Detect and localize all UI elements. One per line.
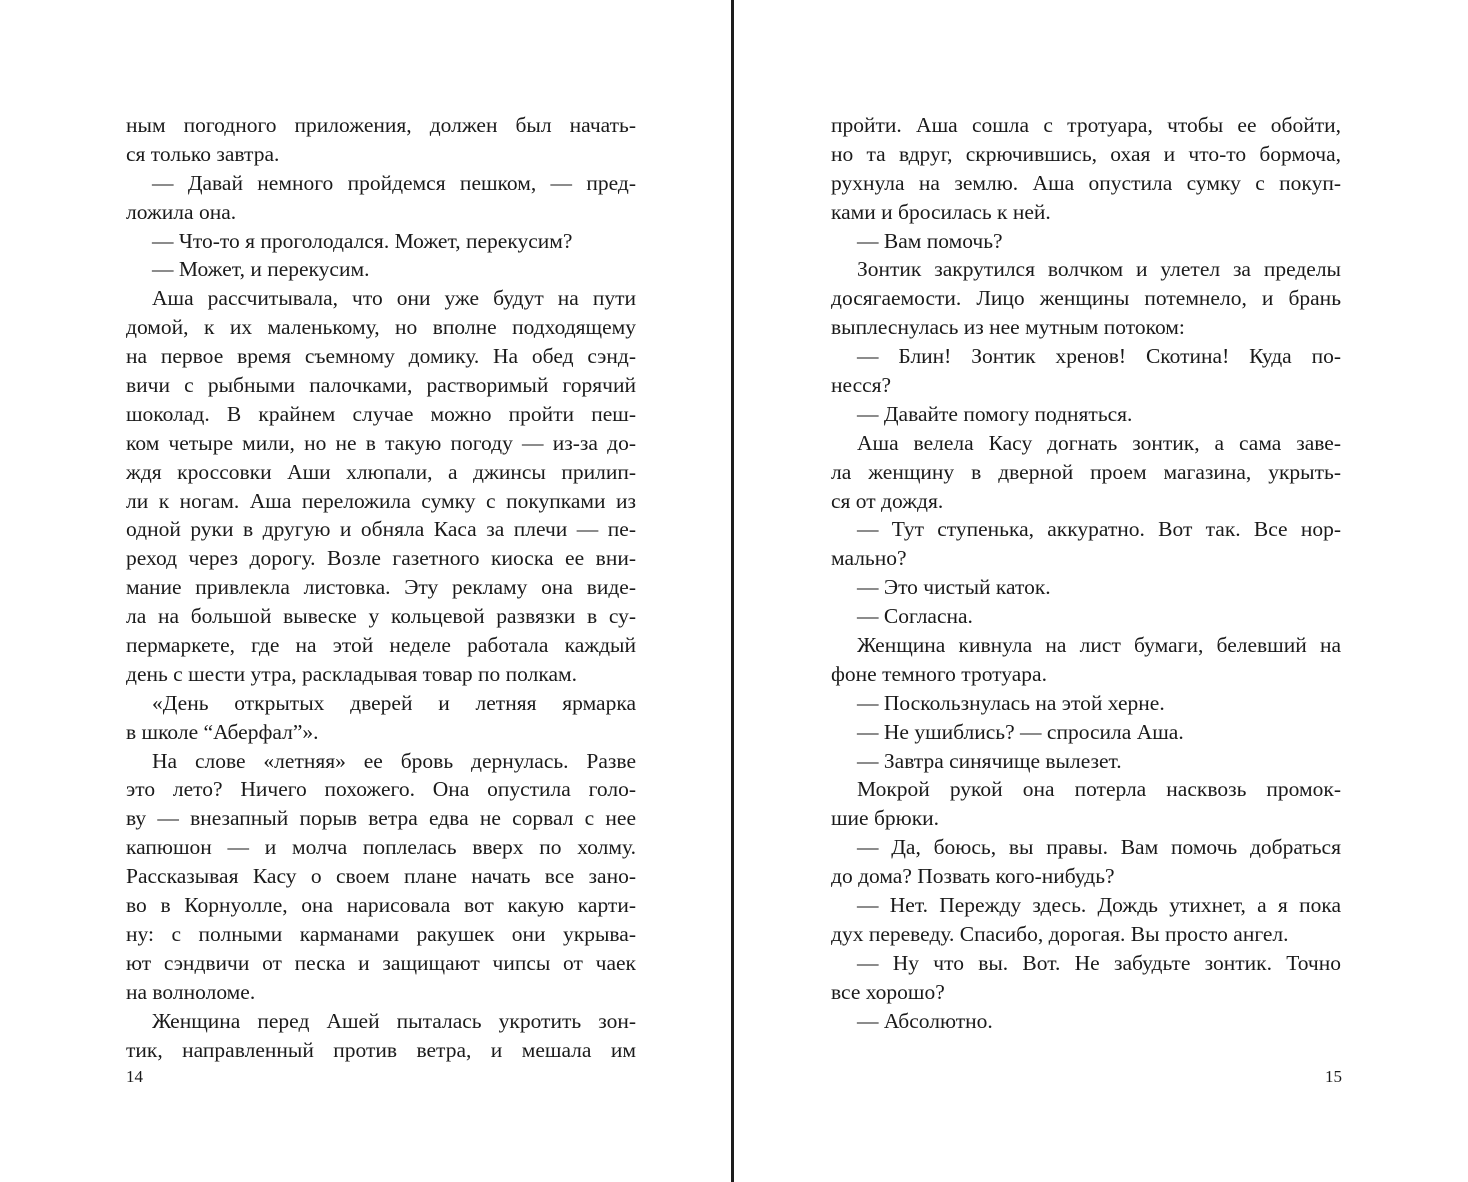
text-line: Рассказывая Касу о своем плане начать все зано- <box>126 864 636 889</box>
text-line: одной руки в другую и обняла Каса за плечи — пе- <box>126 517 636 542</box>
text-line: — Да, боюсь, вы правы. Вам помочь добраться <box>857 835 1341 860</box>
text-line: домой, к их маленькому, но вполне подходящему <box>126 315 636 340</box>
text-line: — Не ушиблись? — спросила Аша. <box>857 719 1184 744</box>
text-line: мально? <box>831 546 907 571</box>
text-line: на волноломе. <box>126 979 256 1004</box>
text-line: досягаемости. Лицо женщины потемнело, и брань <box>831 286 1341 311</box>
text-line: Аша велела Касу догнать зонтик, а сама заве- <box>857 430 1341 455</box>
text-line: пройти. Аша сошла с тротуара, чтобы ее обойти, <box>831 113 1341 137</box>
book-spine <box>731 0 734 1182</box>
text-line: ком четыре мили, но не в такую погоду — из-за до- <box>126 430 636 455</box>
right-page-number: 15 <box>1325 1067 1342 1086</box>
text-line: — Что-то я проголодался. Может, перекусим? <box>152 228 573 253</box>
text-line: реход через дорогу. Возле газетного киоска ее вни- <box>126 546 636 571</box>
text-line: — Давай немного пройдемся пешком, — пред- <box>152 170 636 195</box>
text-line: ла на большой вывеске у кольцевой развязки в су- <box>126 604 636 629</box>
text-line: — Поскользнулась на этой херне. <box>857 690 1165 715</box>
left-page-number: 14 <box>126 1067 143 1086</box>
text-line: но та вдруг, скрючившись, охая и что-то бормоча, <box>831 141 1341 166</box>
text-line: ками и бросилась к ней. <box>831 199 1051 224</box>
text-line: до дома? Позвать кого-нибудь? <box>831 864 1115 889</box>
text-line: фоне темного тротуара. <box>831 661 1047 686</box>
text-line: Женщина перед Ашей пыталась укротить зон- <box>152 1008 636 1033</box>
text-line: ложила она. <box>126 199 237 224</box>
text-line: ву — внезапный порыв ветра едва не сорвал с нее <box>126 806 636 831</box>
text-line: все хорошо? <box>831 979 945 1004</box>
left-page-text <box>126 111 636 1064</box>
text-line: мание привлекла листовка. Эту рекламу она виде- <box>126 575 636 600</box>
text-line: ли к ногам. Аша переложила сумку с покупками из <box>126 488 636 513</box>
text-line: — Вам помочь? <box>857 228 1003 253</box>
text-line: ся от дождя. <box>831 488 944 513</box>
text-line: пермаркете, где на этой неделе работала каждый <box>126 633 636 658</box>
text-line: — Тут ступенька, аккуратно. Вот так. Все нор- <box>857 517 1341 542</box>
text-line: рухнула на землю. Аша опустила сумку с покуп- <box>831 170 1341 195</box>
text-line: — Нет. Пережду здесь. Дождь утихнет, а я пока <box>857 893 1341 918</box>
text-line: ну: с полными карманами ракушек они укрыва- <box>126 921 636 946</box>
text-line: ждя кроссовки Аши хлюпали, а джинсы прилип- <box>126 459 636 484</box>
text-line: На слове «летняя» ее бровь дернулась. Разве <box>152 748 636 773</box>
text-line: капюшон — и молча поплелась вверх по холму. <box>126 835 636 860</box>
text-line: Зонтик закрутился волчком и улетел за пределы <box>857 257 1341 282</box>
text-line: в школе “Аберфал”». <box>126 719 319 744</box>
text-line: дух переведу. Спасибо, дорогая. Вы просто ангел. <box>831 921 1289 946</box>
text-line: это лето? Ничего похожего. Она опустила голо- <box>126 777 636 802</box>
text-line: вичи с рыбными палочками, растворимый горячий <box>126 373 636 398</box>
text-line: ным погодного приложения, должен был начать- <box>126 113 636 137</box>
text-line: ся только завтра. <box>126 141 280 166</box>
text-line: Женщина кивнула на лист бумаги, белевший на <box>857 633 1341 658</box>
text-line: ла женщину в дверной проем магазина, укрыть- <box>831 459 1341 484</box>
text-line: шие брюки. <box>831 806 940 831</box>
text-line: «День открытых дверей и летняя ярмарка <box>152 690 636 715</box>
text-line: несся? <box>831 373 892 398</box>
text-line: шоколад. В крайнем случае можно пройти пеш- <box>126 401 636 426</box>
text-line: — Абсолютно. <box>857 1008 993 1033</box>
text-line: ют сэндвичи от песка и защищают чипсы от чаек <box>126 950 636 975</box>
text-line: — Это чистый каток. <box>857 575 1051 600</box>
text-line: — Блин! Зонтик хренов! Скотина! Куда по- <box>857 344 1341 369</box>
right-page-text <box>831 111 1341 1036</box>
text-line: — Завтра синячище вылезет. <box>857 748 1122 773</box>
text-line: тик, направленный против ветра, и мешала им <box>126 1037 636 1062</box>
text-line: — Ну что вы. Вот. Не забудьте зонтик. Точно <box>857 950 1341 975</box>
text-line: Аша рассчитывала, что они уже будут на пути <box>152 286 636 311</box>
text-line: выплеснулась из нее мутным потоком: <box>831 315 1185 340</box>
text-line: во в Корнуолле, она нарисовала вот какую карти- <box>126 893 636 918</box>
text-line: — Согласна. <box>857 604 973 629</box>
text-line: на первое время съемному домику. На обед сэнд- <box>126 344 636 369</box>
text-line: Мокрой рукой она потерла насквозь промок- <box>857 777 1341 802</box>
text-line: день с шести утра, раскладывая товар по полкам. <box>126 661 577 686</box>
text-line: — Давайте помогу подняться. <box>857 401 1133 426</box>
text-line: — Может, и перекусим. <box>152 257 370 282</box>
